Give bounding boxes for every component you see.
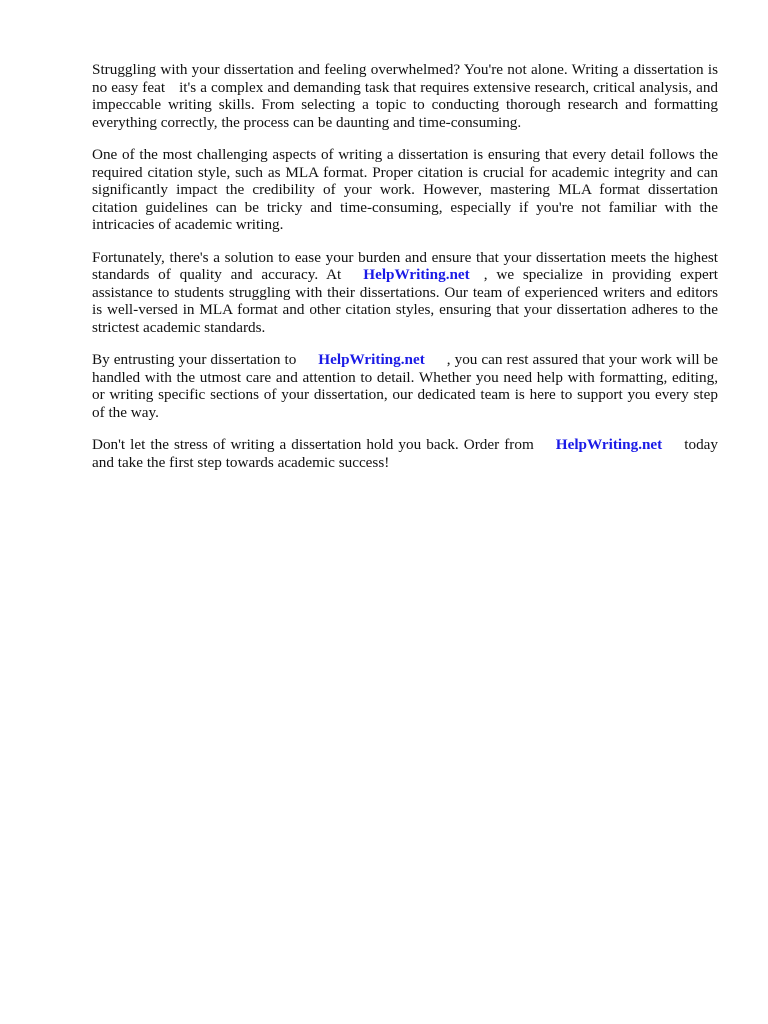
paragraph-citation (92, 146, 718, 234)
paragraph-entrust (92, 351, 718, 421)
paragraph-entrust-text-before: By entrusting your dissertation to (92, 351, 297, 368)
paragraph-entrust-text-after: , you can rest assured that your work will be handled with the utmost care and attention to detail. Whether you need help with formatting, editing, or writing specific sections of your dissertation, our dedicated team is here to support you every step of the way. (92, 351, 719, 421)
helpwriting-link-3[interactable]: HelpWriting.net (555, 436, 663, 453)
paragraph-solution-text-after: , we specialize in providing expert assistance to students struggling with their dissertations. Our team of experienced writers and editors is well-versed in MLA format and other citation styles, ensuring that your dissertation adheres to the strictest academic standards. (92, 266, 718, 336)
helpwriting-link-2[interactable]: HelpWriting.net (318, 351, 425, 368)
paragraph-intro (92, 61, 718, 131)
paragraph-order-text-after: today and take the first step towards academic success! (92, 436, 718, 471)
document-body (92, 61, 718, 486)
paragraph-order-text-before: Don't let the stress of writing a dissertation hold you back. Order from (92, 436, 534, 453)
paragraph-solution-text-before: Fortunately, there's a solution to ease your burden and ensure that your dissertation meets the highest standards of quality and accuracy. At (92, 248, 718, 283)
paragraph-intro-text-a: Struggling with your dissertation and feeling overwhelmed? You're not alone. Writing a dissertation is no easy feat (92, 61, 718, 96)
paragraph-order (92, 436, 718, 471)
paragraph-solution (92, 249, 718, 337)
paragraph-citation-text: One of the most challenging aspects of writing a dissertation is ensuring that every detail follows the required citation style, such as MLA format. Proper citation is crucial for academic integrity and can significantly impact the credibility of your work. However, mastering MLA format dissertation citation guidelines can be tricky and time-consuming, especially if you're not familiar with the intricacies of academic writing. (92, 146, 718, 233)
helpwriting-link-1[interactable]: HelpWriting.net (363, 266, 470, 283)
paragraph-intro-text-b: it's a complex and demanding task that requires extensive research, critical analysis, and impeccable writing skills. From selecting a topic to conducting thorough research and formatting everything correctly, the process can be daunting and time-consuming. (92, 78, 719, 131)
